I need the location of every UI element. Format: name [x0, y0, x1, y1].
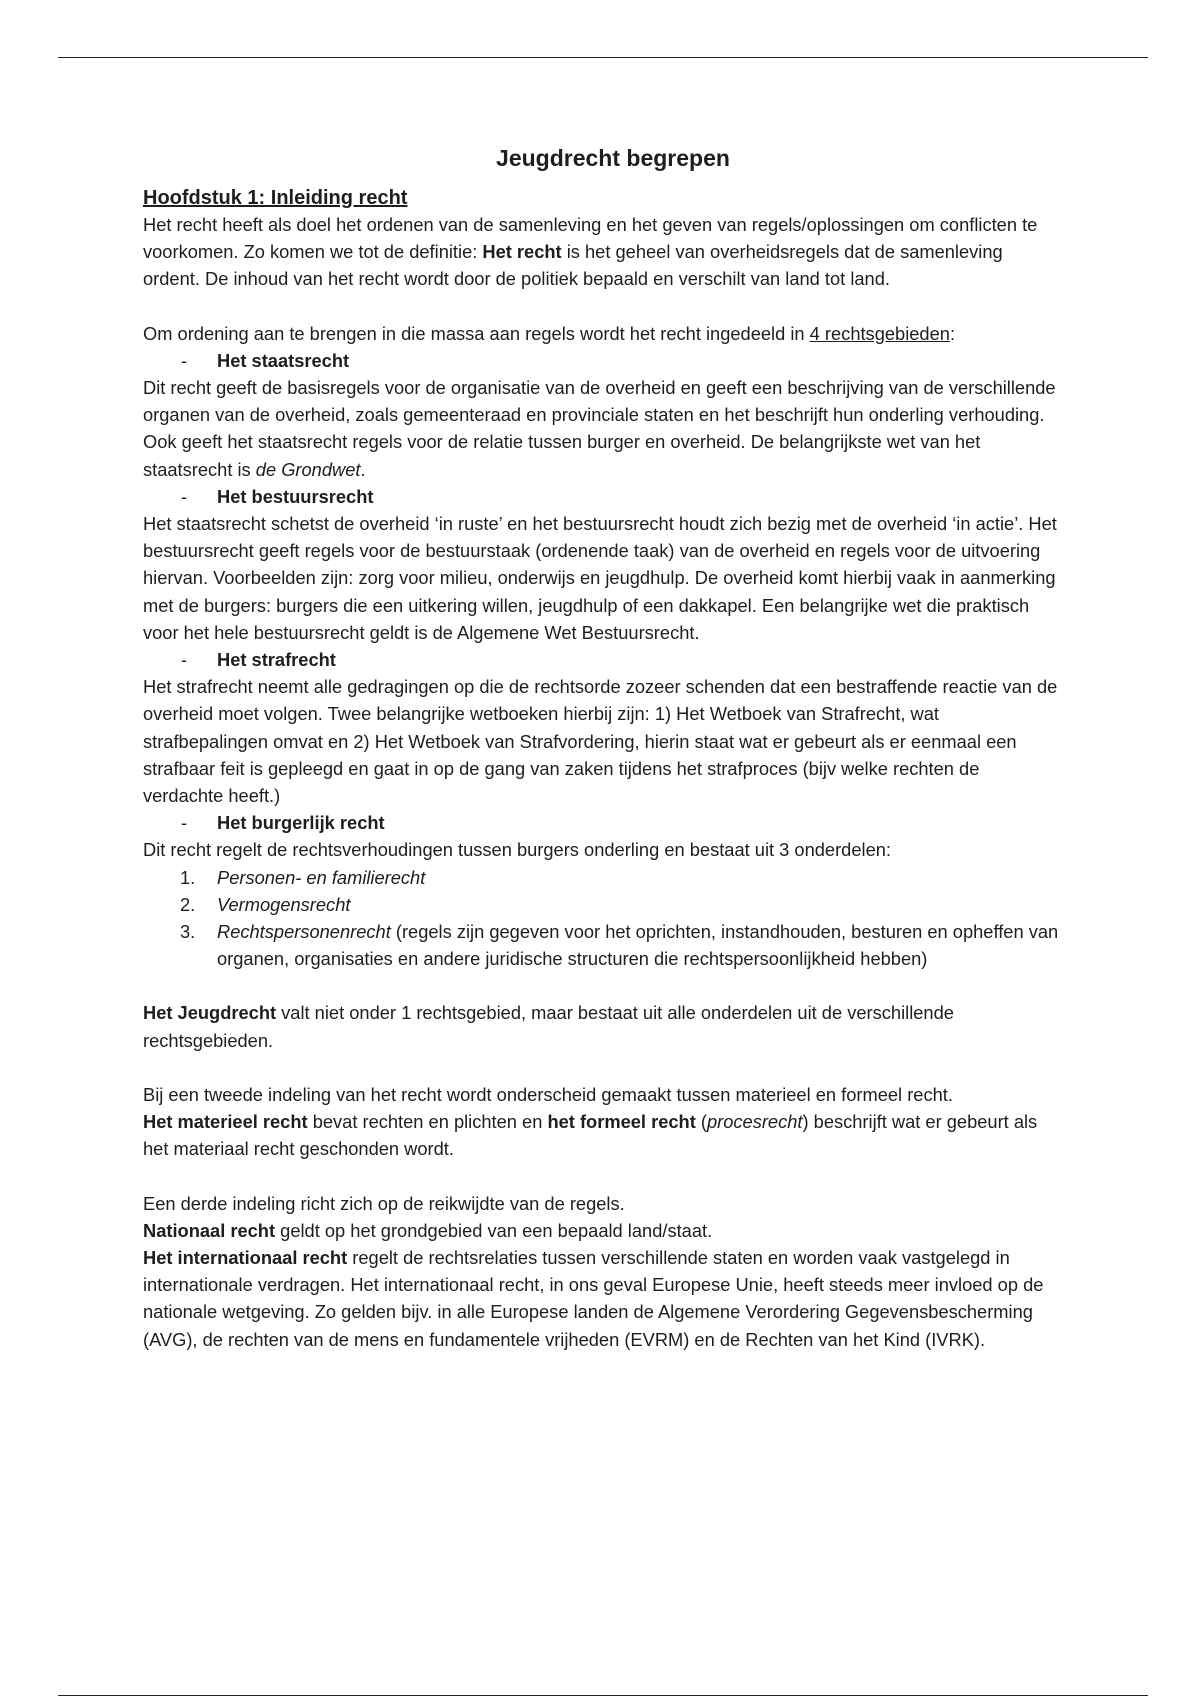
intro-paragraph: Het recht heeft als doel het ordenen van de samenleving en het geven van regels/oplossingen om conflicten te voorkomen. Zo komen we tot de definitie: Het recht is het geheel van overheidsregels dat de samenleving ordent. De inhoud van het recht wordt door de politiek bepaald en verschilt van land tot land. — [143, 214, 1038, 290]
sub-areas-list — [143, 864, 1063, 973]
bullet-staatsrecht: - Het staatsrecht — [181, 349, 350, 371]
strafrecht-paragraph: Het strafrecht neemt alle gedragingen op die de rechtsorde zozeer schenden dat een bestraffende reactie van de overheid moet volgen. Twee belangrijke wetboeken hierbij zijn: 1) Het Wetboek van Strafrecht, wat strafbepalingen omvat en 2) Het Wetboek van Strafvordering, hierin staat wat er gebeurt als er eenmaal een strafbaar feit is gepleegd en gaat in op de gang van zaken tijdens het strafproces (bijv welke rechten de verdachte heeft.) — [143, 676, 1058, 807]
underlined-term: 4 rechtsgebieden — [809, 322, 950, 344]
page-title: Jeugdrecht begrepen — [496, 145, 730, 171]
bullet-strafrecht: - Het strafrecht — [181, 649, 336, 671]
list-item: 2. Vermogensrecht — [180, 893, 351, 915]
jeugdrecht-paragraph: Het Jeugdrecht valt niet onder 1 rechtsgebied, maar bestaat uit alle onderdelen uit de verschillende rechtsgebieden. — [143, 1002, 954, 1051]
bestuursrecht-paragraph: Het staatsrecht schetst de overheid ‘in ruste’ en het bestuursrecht houdt zich bezig met de overheid ‘in actie’. Het bestuursrecht geeft regels voor de bestuurstaak (ordenende taak) van de overheid en regels voor de uitvoering hiervan. Voorbeelden zijn: zorg voor milieu, onderwijs en jeugdhulp. De overheid komt hierbij vaak in aanmerking met de burgers: burgers die een uitkering willen, jeugdhulp of een dakkapel. Een belangrijke wet die praktisch voor het hele bestuursrecht geldt is de Algemene Wet Bestuursrecht. — [143, 513, 1057, 643]
burgerlijk-paragraph: Dit recht regelt de rechtsverhoudingen tussen burgers onderling en bestaat uit 3 onderdelen: — [143, 839, 891, 861]
reikwijdte-intro: Een derde indeling richt zich op de reikwijdte van de regels. — [143, 1192, 625, 1214]
chapter-heading: Hoofdstuk 1: Inleiding recht — [143, 187, 408, 209]
materieel-paragraph: Het materieel recht bevat rechten en plichten en het formeel recht (procesrecht) beschrijft wat er gebeurt als het materiaal recht geschonden wordt. — [143, 1111, 1038, 1160]
header-rule — [58, 57, 1148, 58]
bullet-burgerlijk-recht: - Het burgerlijk recht — [181, 812, 385, 834]
document-body — [143, 143, 1063, 1353]
areas-intro: Om ordening aan te brengen in die massa aan regels wordt het recht ingedeeld in 4 rechtsgebieden: — [143, 322, 956, 344]
list-item: 1. Personen- en familierecht — [180, 866, 426, 888]
materieel-intro: Bij een tweede indeling van het recht wordt onderscheid gemaakt tussen materieel en formeel recht. — [143, 1083, 953, 1105]
staatsrecht-paragraph: Dit recht geeft de basisregels voor de organisatie van de overheid en geeft een beschrijving van de verschillende organen van de overheid, zoals gemeenteraad en provinciale staten en het beschrijft hun onderling verhouding. Ook geeft het staatsrecht regels voor de relatie tussen burger en overheid. De belangrijkste wet van het staatsrecht is de Grondwet. — [143, 377, 1056, 480]
list-item: 3. Rechtspersonenrecht (regels zijn gegeven voor het oprichten, instandhouden, besturen en opheffen van organen, organisaties en andere juridische structuren die rechtspersoonlijkheid hebben) — [180, 921, 1059, 970]
bullet-bestuursrecht: - Het bestuursrecht — [181, 485, 374, 507]
internationaal-paragraph: Het internationaal recht regelt de rechtsrelaties tussen verschillende staten en worden vaak vastgelegd in internationale verdragen. Het internationaal recht, in ons geval Europese Unie, heeft steeds meer invloed op de nationale wetgeving. Zo gelden bijv. in alle Europese landen de Algemene Verordering Gegevensbescherming (AVG), de rechten van de mens en fundamentele vrijheden (EVRM) en de Rechten van het Kind (IVRK). — [143, 1246, 1044, 1350]
nationaal-paragraph: Nationaal recht geldt op het grondgebied van een bepaald land/staat. — [143, 1219, 713, 1241]
footer-rule — [58, 1695, 1148, 1696]
